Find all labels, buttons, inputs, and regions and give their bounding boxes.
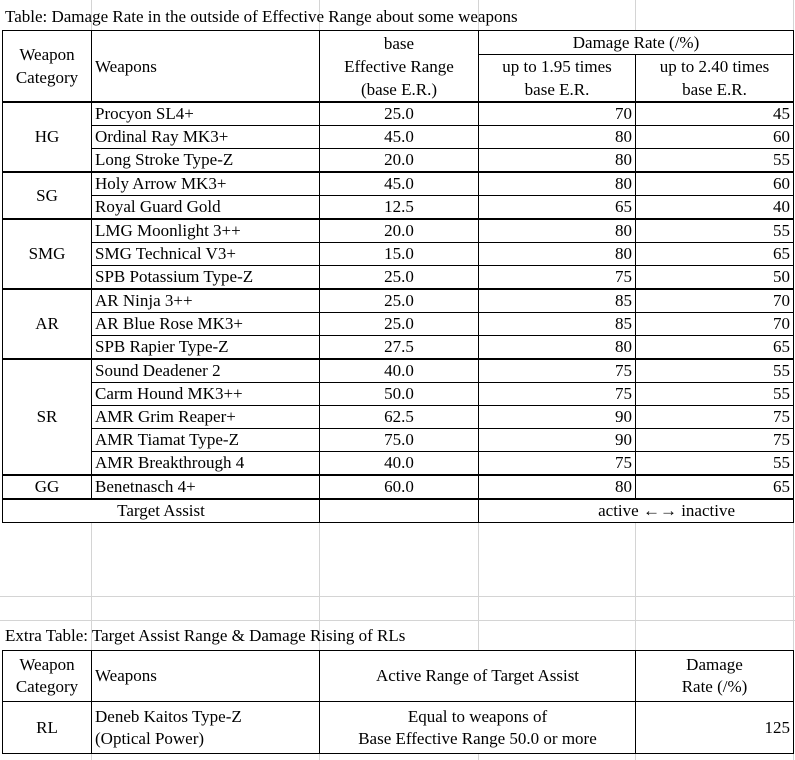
table-row — [3, 383, 794, 406]
effective-range-cell: 40.0 — [320, 452, 479, 476]
category-cell: SG — [3, 172, 92, 219]
damage-rate-195-cell: 90 — [479, 429, 636, 452]
weapon-name-cell: AMR Grim Reaper+ — [92, 406, 320, 429]
table-row — [3, 475, 794, 499]
extra-header-category: Weapon Category — [3, 651, 92, 702]
category-cell: GG — [3, 475, 92, 499]
damage-rate-240-cell: 40 — [636, 196, 794, 220]
weapon-name-cell: Holy Arrow MK3+ — [92, 172, 320, 196]
header-damage-rate: Damage Rate (/%) — [479, 31, 794, 55]
weapon-name-cell: AMR Tiamat Type-Z — [92, 429, 320, 452]
extra-active-range: Equal to weapons of Base Effective Range 50.0 or more — [320, 702, 636, 754]
effective-range-cell: 12.5 — [320, 196, 479, 220]
damage-rate-240-cell: 55 — [636, 359, 794, 383]
damage-rate-195-cell: 70 — [479, 102, 636, 126]
effective-range-cell: 25.0 — [320, 102, 479, 126]
effective-range-cell: 27.5 — [320, 336, 479, 360]
damage-rate-240-cell: 55 — [636, 383, 794, 406]
damage-rate-240-cell: 70 — [636, 289, 794, 313]
damage-rate-240-cell: 60 — [636, 126, 794, 149]
category-cell: AR — [3, 289, 92, 359]
damage-rate-195-cell: 80 — [479, 149, 636, 173]
damage-rate-240-cell: 65 — [636, 243, 794, 266]
category-cell: SMG — [3, 219, 92, 289]
weapon-name-cell: AMR Breakthrough 4 — [92, 452, 320, 476]
category-cell: SR — [3, 359, 92, 475]
table-row — [3, 219, 794, 243]
extra-header-damage-rate: Damage Rate (/%) — [636, 651, 794, 702]
extra-weapon: Deneb Kaitos Type-Z (Optical Power) — [92, 702, 320, 754]
effective-range-cell: 15.0 — [320, 243, 479, 266]
weapon-name-cell: Ordinal Ray MK3+ — [92, 126, 320, 149]
damage-rate-240-cell: 75 — [636, 406, 794, 429]
damage-rate-195-cell: 80 — [479, 475, 636, 499]
damage-rate-195-cell: 80 — [479, 219, 636, 243]
damage-rate-table — [2, 30, 794, 523]
table-row — [3, 172, 794, 196]
weapon-name-cell: Long Stroke Type-Z — [92, 149, 320, 173]
damage-rate-195-cell: 65 — [479, 196, 636, 220]
weapon-name-cell: Benetnasch 4+ — [92, 475, 320, 499]
table-row — [3, 102, 794, 126]
damage-rate-195-cell: 80 — [479, 243, 636, 266]
extra-damage-rate: 125 — [636, 702, 794, 754]
header-weapons: Weapons — [92, 31, 320, 103]
damage-rate-240-cell: 65 — [636, 475, 794, 499]
target-assist-label: Target Assist — [3, 499, 320, 523]
extra-category-rl: RL — [3, 702, 92, 754]
weapon-name-cell: AR Ninja 3++ — [92, 289, 320, 313]
effective-range-cell: 25.0 — [320, 313, 479, 336]
table-row — [3, 429, 794, 452]
effective-range-cell: 62.5 — [320, 406, 479, 429]
damage-rate-240-cell: 75 — [636, 429, 794, 452]
weapon-name-cell: SPB Rapier Type-Z — [92, 336, 320, 360]
table-row — [3, 196, 794, 220]
weapon-name-cell: Carm Hound MK3++ — [92, 383, 320, 406]
effective-range-cell: 20.0 — [320, 219, 479, 243]
damage-rate-195-cell: 85 — [479, 313, 636, 336]
damage-rate-195-cell: 80 — [479, 336, 636, 360]
table-row — [3, 452, 794, 476]
weapon-name-cell: Sound Deadener 2 — [92, 359, 320, 383]
table-row — [3, 313, 794, 336]
extra-header-row — [3, 651, 794, 702]
effective-range-cell: 25.0 — [320, 266, 479, 290]
header-effective-range: base Effective Range (base E.R.) — [320, 31, 479, 103]
weapon-name-cell: Procyon SL4+ — [92, 102, 320, 126]
damage-rate-195-cell: 85 — [479, 289, 636, 313]
damage-rate-195-cell: 80 — [479, 172, 636, 196]
table-row — [3, 243, 794, 266]
main-table-caption: Table: Damage Rate in the outside of Effective Range about some weapons — [5, 7, 518, 26]
weapon-name-cell: SMG Technical V3+ — [92, 243, 320, 266]
table-row — [3, 336, 794, 360]
damage-rate-240-cell: 60 — [636, 172, 794, 196]
effective-range-cell: 45.0 — [320, 126, 479, 149]
weapon-name-cell: LMG Moonlight 3++ — [92, 219, 320, 243]
effective-range-cell: 45.0 — [320, 172, 479, 196]
header-up-to-240: up to 2.40 times base E.R. — [636, 55, 794, 103]
damage-rate-195-cell: 75 — [479, 383, 636, 406]
damage-rate-195-cell: 80 — [479, 126, 636, 149]
effective-range-cell: 50.0 — [320, 383, 479, 406]
damage-rate-195-cell: 75 — [479, 359, 636, 383]
damage-rate-240-cell: 55 — [636, 452, 794, 476]
weapon-name-cell: Royal Guard Gold — [92, 196, 320, 220]
effective-range-cell: 25.0 — [320, 289, 479, 313]
table-row — [3, 289, 794, 313]
target-assist-row — [3, 499, 794, 523]
target-assist-empty — [320, 499, 479, 523]
damage-rate-195-cell: 75 — [479, 452, 636, 476]
extra-header-active-range: Active Range of Target Assist — [320, 651, 636, 702]
damage-rate-195-cell: 75 — [479, 266, 636, 290]
extra-header-weapons: Weapons — [92, 651, 320, 702]
effective-range-cell: 20.0 — [320, 149, 479, 173]
extra-table — [2, 650, 794, 754]
weapon-name-cell: SPB Potassium Type-Z — [92, 266, 320, 290]
extra-data-row — [3, 702, 794, 754]
table-row — [3, 359, 794, 383]
header-up-to-195: up to 1.95 times base E.R. — [479, 55, 636, 103]
weapon-name-cell: AR Blue Rose MK3+ — [92, 313, 320, 336]
target-assist-value: active ←→ inactive — [479, 499, 794, 523]
damage-rate-240-cell: 55 — [636, 219, 794, 243]
header-weapon-category: Weapon Category — [3, 31, 92, 103]
category-cell: HG — [3, 102, 92, 172]
header-row-1 — [3, 31, 794, 55]
damage-rate-195-cell: 90 — [479, 406, 636, 429]
damage-rate-240-cell: 50 — [636, 266, 794, 290]
damage-rate-240-cell: 70 — [636, 313, 794, 336]
table-body — [3, 102, 794, 499]
table-row — [3, 149, 794, 173]
table-row — [3, 126, 794, 149]
effective-range-cell: 60.0 — [320, 475, 479, 499]
effective-range-cell: 75.0 — [320, 429, 479, 452]
table-row — [3, 406, 794, 429]
table-row — [3, 266, 794, 290]
effective-range-cell: 40.0 — [320, 359, 479, 383]
damage-rate-240-cell: 65 — [636, 336, 794, 360]
damage-rate-240-cell: 45 — [636, 102, 794, 126]
extra-table-caption: Extra Table: Target Assist Range & Damage Rising of RLs — [5, 626, 406, 645]
damage-rate-240-cell: 55 — [636, 149, 794, 173]
